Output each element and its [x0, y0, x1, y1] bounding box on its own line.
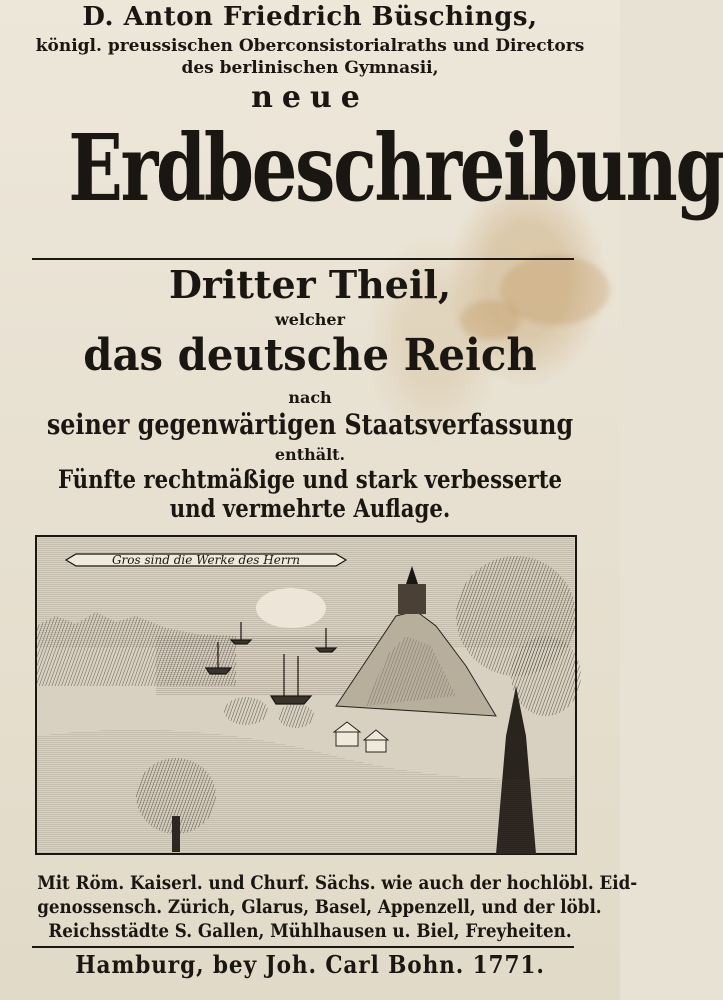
main-title: Erdbeschreibung — [68, 114, 723, 222]
privilege-line-3: Reichsstädte S. Gallen, Mühlhausen u. Biel, Freyheiten. — [48, 920, 572, 942]
frontispiece-engraving — [36, 536, 576, 854]
edition-line-2: und vermehrte Auflage. — [169, 494, 451, 523]
engraving-banner-text: Gros sind die Werke des Herrn — [111, 553, 301, 567]
subject-title: das deutsche Reich — [83, 330, 537, 381]
author-credentials: königl. preussischen Oberconsistorialraths und Directors — [35, 36, 585, 56]
subject-continuation: seiner gegenwärtigen Staatsverfassung — [46, 408, 574, 441]
title-divider — [32, 258, 574, 260]
privilege-line-2: genossensch. Zürich, Glarus, Basel, Appenzell, und der löbl. — [37, 896, 602, 918]
imprint-divider — [32, 946, 574, 948]
connector-welcher: welcher — [274, 310, 345, 329]
connector-enthaelt: enthält. — [274, 445, 346, 464]
author-institution: des berlinischen Gymnasii, — [181, 58, 439, 78]
privilege-line-1: Mit Röm. Kaiserl. und Churf. Sächs. wie auch der hochlöbl. Eid- — [37, 872, 638, 894]
author-line: D. Anton Friedrich Büschings, — [82, 2, 538, 32]
title-prefix: neue — [251, 80, 369, 115]
edition-line-1: Fünfte rechtmäßige und stark verbesserte — [57, 465, 563, 494]
imprint-line: Hamburg, bey Joh. Carl Bohn. 1771. — [75, 950, 545, 979]
volume-label: Dritter Theil, — [168, 262, 452, 307]
connector-nach: nach — [288, 388, 332, 407]
